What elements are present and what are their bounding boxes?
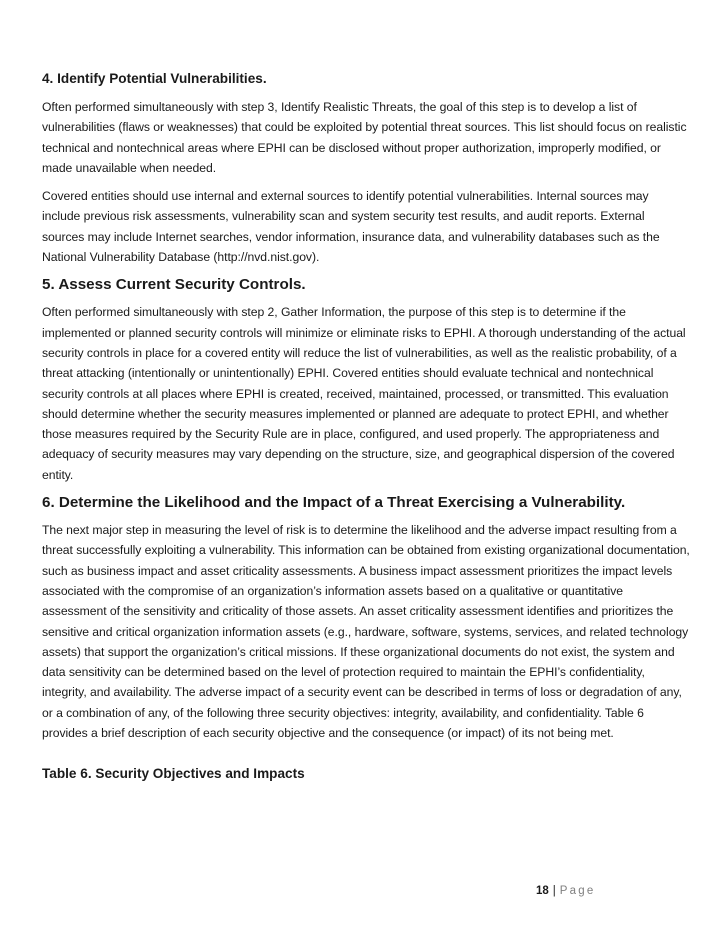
page-footer <box>536 884 595 898</box>
paragraph: The next major step in measuring the level of risk is to determine the likelihood and the adverse impact resulting from a threat successfully exploiting a vulnerability. This information can be obtained from existing organizational documentation, such as business impact and asset criticality assessments. A business impact assessment prioritizes the impact levels associated with the compromise of an organization’s information assets based on a qualitative or quantitative assessment of the sensitivity and criticality of those assets. An asset criticality assessment identifies and prioritizes the sensitive and critical organization information assets (e.g., hardware, software, systems, services, and related technology assets) that support the organization’s critical missions. If these organizational documents do not exist, the system and data sensitivity can be determined based on the level of protection required to maintain the EPHI’s confidentiality, integrity, and availability. The adverse impact of a security event can be described in terms of loss or degradation of any, or a combination of any, of the following three security objectives: integrity, availability, and confidentiality. Table 6 provides a brief description of each security objective and the consequence (or impact) of its not being met. <box>42 523 690 741</box>
section-identify-vulnerabilities <box>42 70 690 267</box>
page-label: Page <box>559 885 596 897</box>
section-heading: 4. Identify Potential Vulnerabilities. <box>42 71 267 86</box>
section-heading: 5. Assess Current Security Controls. <box>42 276 306 294</box>
page-number: 18 <box>536 885 549 897</box>
paragraph: Often performed simultaneously with step 3, Identify Realistic Threats, the goal of this step is to develop a list of vulnerabilities (flaws or weaknesses) that could be exploited by potential threat sources. This list should focus on realistic technical and nontechnical areas where EPHI can be disclosed without proper authorization, improperly modified, or made unavailable when needed. <box>42 100 687 175</box>
section-likelihood-impact <box>42 493 690 743</box>
paragraph: Covered entities should use internal and external sources to identify potential vulnerabilities. Internal sources may include previous risk assessments, vulnerability scan and system security test results, and audit reports. External sources may include Internet searches, vendor information, insurance data, and vulnerability databases such as the National Vulnerability Database (http://nvd.nist.gov). <box>42 189 660 265</box>
footer-separator: | <box>552 885 556 897</box>
section-assess-controls <box>42 275 690 485</box>
table-caption: Table 6. Security Objectives and Impacts <box>42 766 305 782</box>
section-heading: 6. Determine the Likelihood and the Impact of a Threat Exercising a Vulnerability. <box>42 494 626 512</box>
paragraph: Often performed simultaneously with step 2, Gather Information, the purpose of this step is to determine if the implemented or planned security controls will minimize or eliminate risks to EPHI. A thorough understanding of the actual security controls in place for a covered entity will reduce the list of vulnerabilities, as well as the realistic probability, of a threat attacking (intentionally or unintentionally) EPHI. Covered entities should evaluate technical and nontechnical security controls at all places where EPHI is created, received, maintained, processed, or transmitted. This evaluation should determine whether the security measures implemented or planned are adequate to protect EPHI, and whether those measures required by the Security Rule are in place, configured, and used properly. The appropriateness and adequacy of security measures may vary depending on the structure, size, and geographical dispersion of the covered entity. <box>42 305 686 482</box>
document-page <box>42 70 690 783</box>
